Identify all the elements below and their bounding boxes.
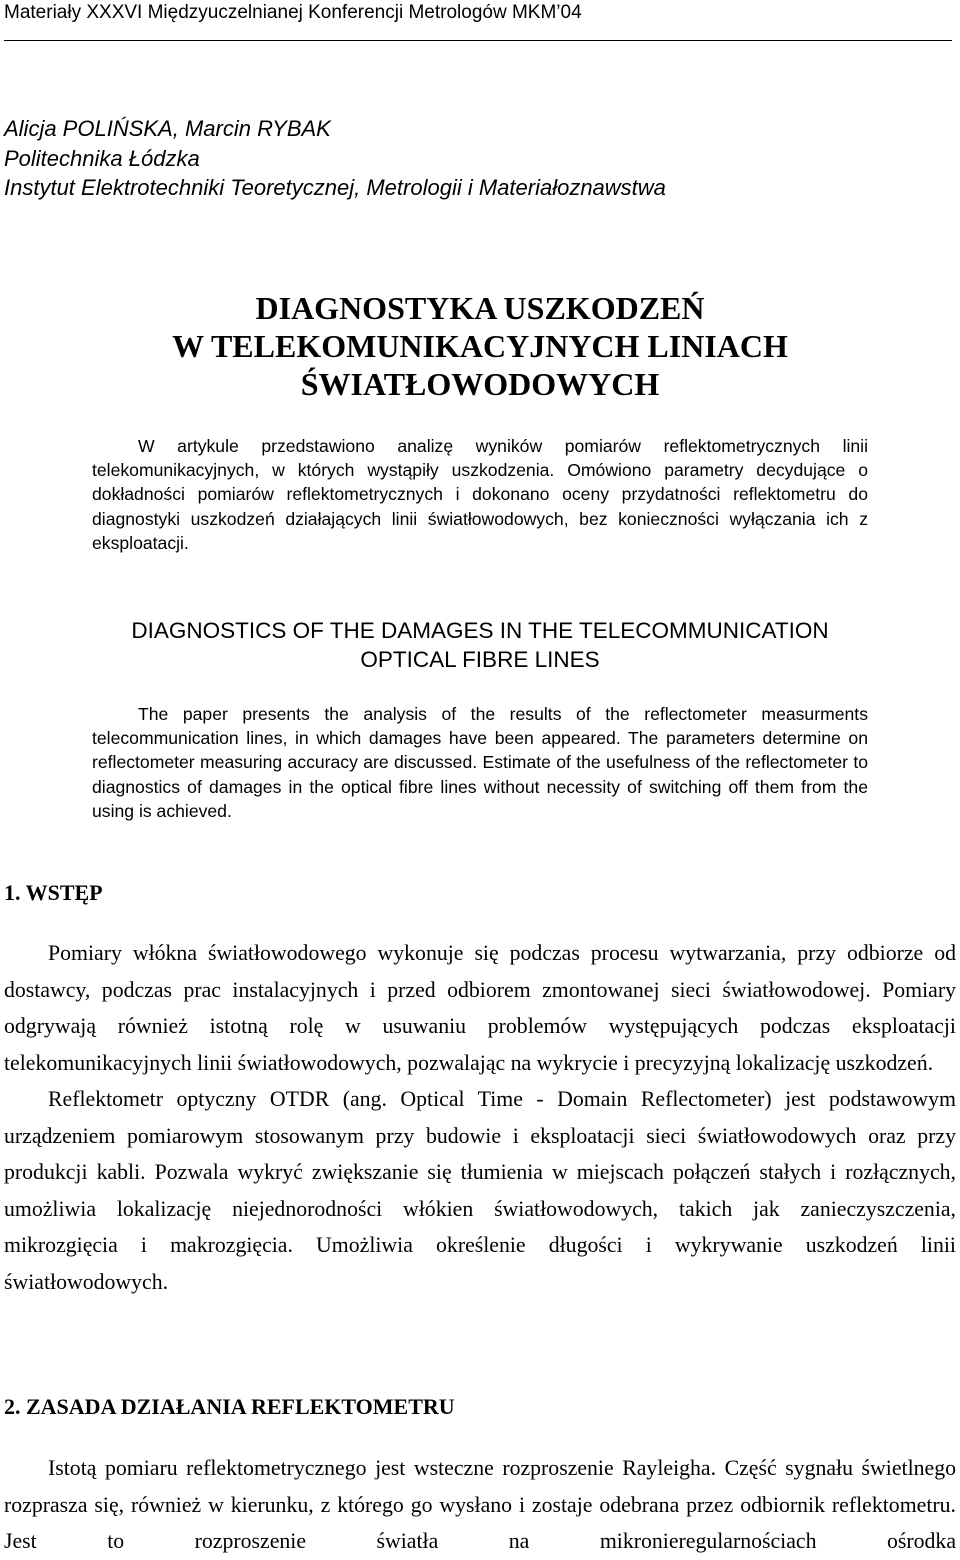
title-line-2: W TELEKOMUNIKACYJNYCH LINIACH	[172, 328, 788, 364]
author-university: Politechnika Łódzka	[4, 145, 200, 171]
english-title-line-2: OPTICAL FIBRE LINES	[360, 647, 600, 672]
title-line-3: ŚWIATŁOWODOWYCH	[300, 366, 660, 402]
authors-block	[4, 114, 666, 203]
section-1-body	[4, 935, 956, 1300]
section-2-body	[4, 1450, 956, 1560]
abstract-polish	[92, 434, 868, 555]
english-title-line-1: DIAGNOSTICS OF THE DAMAGES IN THE TELECOMMUNICATION	[131, 618, 829, 643]
section-2-paragraph-1: Istotą pomiaru reflektometrycznego jest wsteczne rozproszenie Rayleigha. Część sygnału świetlnego rozprasza się, również w kierunku, z którego go wysłano i zostaje odebrana przez odbiornik reflektometru. Jest to rozproszenie światła na mikronieregularnościach ośrodka	[4, 1456, 956, 1553]
title-line-1: DIAGNOSTYKA USZKODZEŃ	[255, 290, 705, 326]
section-1-paragraph-1: Pomiary włókna światłowodowego wykonuje się podczas procesu wytwarzania, przy odbiorze od dostawcy, podczas prac instalacyjnych i przed odbiorem zmontowanej sieci światłowodowej. Pomiary odgrywają również istotną rolę w usuwaniu problemów występujących podczas eksploatacji telekomunikacyjnych linii światłowodowych, pozwalając na wykrycie i precyzyjną lokalizację uszkodzeń.	[4, 941, 956, 1075]
section-1-paragraph-2: Reflektometr optyczny OTDR (ang. Optical Time - Domain Reflectometer) jest podstawowym urządzeniem pomiarowym stosowanym przy budowie i eksploatacji sieci światłowodowych oraz przy produkcji kabli. Pozwala wykryć zwiększanie się tłumienia w miejscach połączeń stałych i rozłącznych, umożliwia lokalizację niejednorodności włókien światłowodowych, takich jak zanieczyszczenia, mikrozgięcia i makrozgięcia. Umożliwia określenie długości i wykrywanie uszkodzeń linii światłowodowych.	[4, 1087, 956, 1294]
header-rule	[4, 40, 952, 41]
author-institute: Instytut Elektrotechniki Teoretycznej, Metrologii i Materiałoznawstwa	[4, 175, 666, 200]
section-2-heading: 2. ZASADA DZIAŁANIA REFLEKTOMETRU	[4, 1394, 455, 1419]
author-names: Alicja POLIŃSKA, Marcin RYBAK	[4, 116, 331, 141]
abstract-english-text: The paper presents the analysis of the results of the reflectometer measurments telecommunication lines, in which damages have been appeared. The parameters determine on reflectometer measuring accuracy are discussed. Estimate of the usefulness of the reflectometer to diagnostics of damages in the optical fibre lines without necessity of switching off them from the using is achieved.	[92, 704, 868, 821]
running-header: Materiały XXXVI Międzyuczelnianej Konferencji Metrologów MKM’04	[4, 2, 582, 23]
abstract-polish-text: W artykule przedstawiono analizę wyników pomiarów reflektometrycznych linii telekomunikacyjnych, w których wystąpiły uszkodzenia. Omówiono parametry decydujące o dokładności pomiarów reflektometrycznych i dokonano oceny przydatności reflektometru do diagnostyki uszkodzeń działających linii światłowodowych, bez konieczności wyłączania ich z eksploatacji.	[92, 436, 868, 553]
section-1-heading: 1. WSTĘP	[4, 880, 103, 905]
english-title	[0, 616, 960, 674]
paper-title	[0, 289, 960, 403]
abstract-english	[92, 702, 868, 823]
